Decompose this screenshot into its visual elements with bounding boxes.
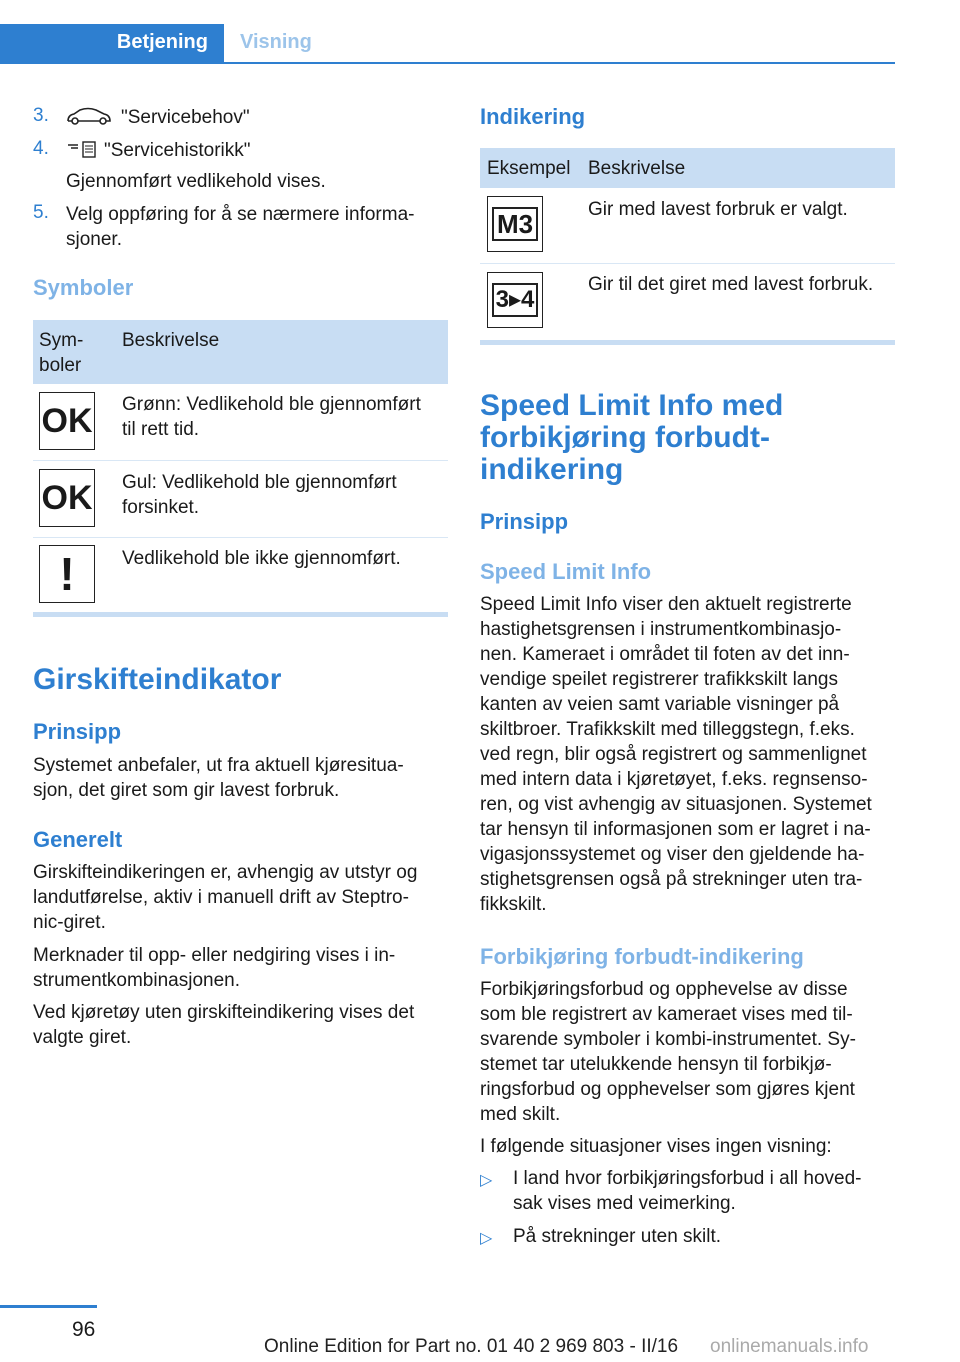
paragraph-line: fikkskilt. [480,894,547,915]
table-header [480,148,895,188]
paragraph-line: Ved kjøretøy uten girskifteindikering vises det [33,1002,415,1023]
paragraph-line: ringsforbud og opphevelser som gjøres kjent [480,1079,855,1100]
subheading: Speed Limit Info [480,559,652,584]
paragraph-line: Girskifteindikeringen er, avhengig av utstyr og [33,862,418,883]
paragraph-line: stighetsgrensen også på strekninger uten tra- [480,869,863,890]
subheading: Forbikjøring forbudt-indikering [480,944,804,969]
divider [480,340,895,345]
row-text: Vedlikehold ble ikke gjennomført. [122,548,401,569]
tab-betjening-label: Betjening [116,31,208,53]
paragraph-line: sjon, det giret som gir lavest forbruk. [33,780,340,801]
paragraph-line: hastighetsgrensen i instrumentkombinasjo- [480,619,842,640]
paragraph-line: vigasjonssystemet og viser den gjeldende ha- [480,844,865,865]
table-row [33,384,448,461]
paragraph-line: ved regn, blir også registrert og sammenlignet [480,744,867,765]
edition-text: Online Edition for Part no. 01 40 2 969 803 - II/16 [264,1336,679,1357]
list-item-text: "Servicehistorikk" [104,140,251,161]
table-row [480,188,895,264]
paragraph-line: I følgende situasjoner vises ingen visning: [480,1136,832,1157]
tab-betjening[interactable] [0,24,224,62]
paragraph-line: nen. Kameraet i området til foten av det inn- [480,644,850,665]
section-heading: Speed Limit Info med [480,389,784,422]
paragraph-line: Merknader til opp- eller nedgiring vises i in- [33,945,396,966]
table-row [33,461,448,538]
column-header: Beskrivelse [122,330,220,351]
exclamation-icon: ! [39,545,95,603]
row-text: Gir med lavest forbruk er valgt. [588,199,848,220]
bullet-text: sak vises med veimerking. [513,1193,736,1214]
paragraph-line: som ble registrert av kameraet vises med til- [480,1004,853,1025]
row-text: til rett tid. [122,419,200,440]
service-history-icon [66,139,100,164]
paragraph-line: tar hensyn til informasjonen som er lagret i na- [480,819,871,840]
table-row [33,538,448,608]
divider [33,612,448,617]
subheading: Prinsipp [33,719,122,744]
ok-yellow-icon: OK [39,469,95,527]
paragraph-line: strumentkombinasjonen. [33,970,240,991]
car-icon [66,106,112,131]
table-row [480,264,895,336]
section-heading: indikering [480,453,624,486]
column-header: Sym- [39,330,84,351]
paragraph-line: skiltbroer. Trafikkskilt med tilleggstegn, f.eks. [480,719,855,740]
gear-upshift-icon: 3▸4 [487,272,543,328]
paragraph-line: med skilt. [480,1104,561,1125]
row-text: Gir til det giret med lavest forbruk. [588,274,874,295]
indication-heading: Indikering [480,104,586,129]
paragraph-line: valgte giret. [33,1027,132,1048]
list-item-sub: Gjennomført vedlikehold vises. [66,171,326,192]
paragraph-line: ren, og vist avhengig av situasjonen. Systemet [480,794,872,815]
section-heading: forbikjøring forbudt- [480,421,770,454]
column-header: Eksempel [487,158,571,179]
list-number: 5. [33,202,49,223]
paragraph-line: vendige speilet registrerer trafikkskilt langs [480,669,838,690]
list-number: 3. [33,105,49,126]
subheading: Generelt [33,827,123,852]
triangle-bullet-icon: ▷ [480,1172,493,1189]
watermark: onlinemanuals.info [710,1336,869,1357]
tab-bar [0,24,895,64]
tab-visning[interactable]: Visning [240,31,312,53]
column-header: Beskrivelse [588,158,686,179]
table-header [33,320,448,384]
bullet-text: På strekninger uten skilt. [513,1226,722,1247]
list-number: 4. [33,138,49,159]
paragraph-line: Speed Limit Info viser den aktuelt registrerte [480,594,852,615]
paragraph-line: landutførelse, aktiv i manuell drift av Steptro- [33,887,409,908]
ok-green-icon: OK [39,392,95,450]
list-item-text: Velg oppføring for å se nærmere informa- [66,204,415,225]
footer-divider [0,1305,97,1308]
subheading: Prinsipp [480,509,569,534]
list-item-text: sjoner. [66,229,122,250]
row-text: Grønn: Vedlikehold ble gjennomført [122,394,421,415]
paragraph-line: med intern data i kjøretøyet, f.eks. regnsenso- [480,769,868,790]
section-heading: Girskifteindikator [33,663,282,696]
symbols-heading: Symboler [33,275,134,300]
row-text: forsinket. [122,497,200,518]
gear-m3-icon: M3 [487,196,543,252]
row-text: Gul: Vedlikehold ble gjennomført [122,472,397,493]
paragraph-line: Systemet anbefaler, ut fra aktuell kjøresitua- [33,755,404,776]
paragraph-line: stemet tar utelukkende hensyn til forbikjø- [480,1054,832,1075]
list-item-text: "Servicebehov" [121,107,250,128]
page-number: 96 [72,1318,96,1341]
paragraph-line: kanten av veien samt variable visninger på [480,694,840,715]
column-header: boler [39,355,82,376]
triangle-bullet-icon: ▷ [480,1230,493,1247]
paragraph-line: Forbikjøringsforbud og opphevelse av disse [480,979,848,1000]
paragraph-line: nic-giret. [33,912,106,933]
paragraph-line: svarende symboler i kombi-instrumentet. Sy- [480,1029,856,1050]
bullet-text: I land hvor forbikjøringsforbud i all hoved- [513,1168,862,1189]
